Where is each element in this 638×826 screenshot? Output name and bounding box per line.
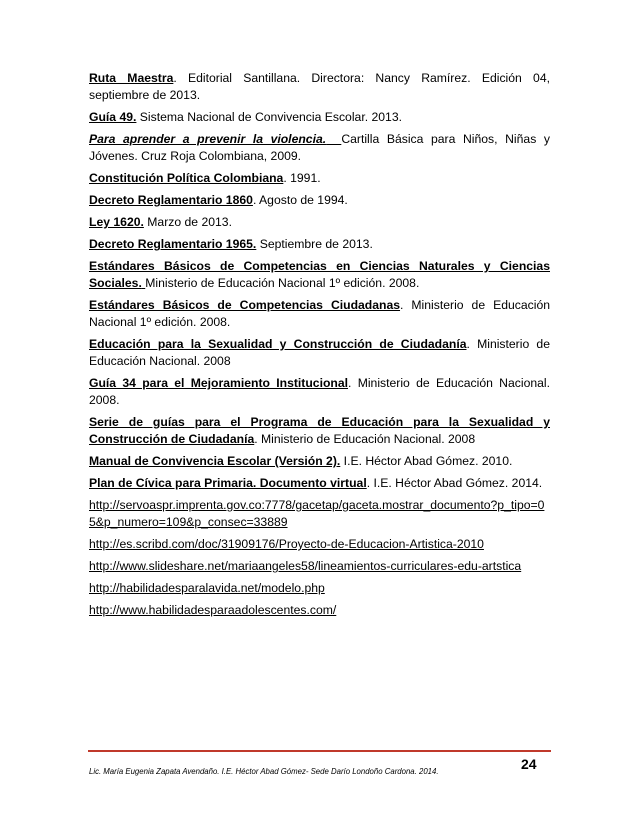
reference-details: Marzo de 2013.: [143, 215, 232, 229]
reference-link[interactable]: http://habilidadesparalavida.net/modelo.php: [89, 581, 325, 595]
reference-title: Estándares Básicos de Competencias en Ciencias Naturales y Ciencias Sociales.: [89, 259, 550, 290]
footer-divider: [88, 750, 551, 752]
reference-item: [89, 414, 550, 448]
reference-item: [89, 192, 550, 209]
reference-title: Ruta Maestra: [89, 71, 174, 85]
reference-item: [89, 109, 550, 126]
reference-item: [89, 297, 550, 331]
reference-title: Manual de Convivencia Escolar (Versión 2).: [89, 454, 341, 468]
reference-title: Estándares Básicos de Competencias Ciudadanas: [89, 298, 401, 312]
reference-link-item: [89, 497, 550, 531]
reference-item: [89, 70, 550, 104]
reference-link[interactable]: http://es.scribd.com/doc/31909176/Proyecto-de-Educacion-Artistica-2010: [89, 537, 484, 551]
reference-link[interactable]: http://www.habilidadesparaadolescentes.com/: [89, 603, 337, 617]
reference-gap: [326, 132, 341, 146]
reference-item: [89, 336, 550, 370]
reference-item: [89, 453, 550, 470]
reference-item: [89, 258, 550, 292]
reference-item: [89, 214, 550, 231]
reference-link[interactable]: http://www.slideshare.net/mariaangeles58/lineamientos-curriculares-edu-artstica: [89, 559, 522, 573]
reference-item: [89, 131, 550, 165]
footer-credit: Lic. María Eugenia Zapata Avendaño. I.E. Héctor Abad Gómez- Sede Darío Londoño Cardona. 2014.: [89, 767, 439, 776]
reference-title: Guía 49.: [89, 110, 137, 124]
reference-details: . I.E. Héctor Abad Gómez. 2014.: [366, 476, 543, 490]
reference-list: [89, 70, 550, 624]
reference-item: [89, 475, 550, 492]
reference-details: . Ministerio de Educación Nacional. 2008.: [89, 376, 550, 407]
reference-title: Ley 1620.: [89, 215, 144, 229]
reference-title: Decreto Reglamentario 1965.: [89, 237, 257, 251]
reference-details: . 1991.: [283, 171, 321, 185]
reference-details: Cartilla Básica para Niños, Niñas y Jóvenes. Cruz Roja Colombiana, 2009.: [89, 132, 550, 163]
reference-details: . Ministerio de Educación Nacional 1º edición. 2008.: [89, 298, 551, 329]
reference-link-item: [89, 580, 550, 597]
page-number: 24: [521, 756, 537, 772]
reference-details: I.E. Héctor Abad Gómez. 2010.: [340, 454, 513, 468]
reference-link-item: [89, 536, 550, 553]
reference-link-item: [89, 602, 550, 619]
reference-title: Guía 34 para el Mejoramiento Institucional: [89, 376, 349, 390]
reference-link[interactable]: http://servoaspr.imprenta.gov.co:7778/gacetap/gaceta.mostrar_documento?p_tipo=05&p_numero=109&p_consec=33889: [89, 498, 545, 529]
reference-title: Para aprender a prevenir la violencia.: [89, 132, 327, 146]
reference-title: Educación para la Sexualidad y Construcción de Ciudadanía: [89, 337, 467, 351]
reference-link-item: [89, 558, 550, 575]
reference-details: . Ministerio de Educación Nacional. 2008: [89, 337, 550, 368]
reference-details: . Agosto de 1994.: [252, 193, 348, 207]
reference-details: Sistema Nacional de Convivencia Escolar. 2013.: [136, 110, 402, 124]
reference-title: Serie de guías para el Programa de Educación para la Sexualidad y Construcción de Ciudadanía: [89, 415, 550, 446]
reference-details: Septiembre de 2013.: [256, 237, 373, 251]
reference-details: Ministerio de Educación Nacional 1º edición. 2008.: [145, 276, 420, 290]
reference-details: . Ministerio de Educación Nacional. 2008: [254, 432, 476, 446]
reference-item: [89, 375, 550, 409]
reference-item: [89, 170, 550, 187]
reference-title: Constitución Política Colombiana: [89, 171, 284, 185]
reference-title: Plan de Cívica para Primaria. Documento virtual: [89, 476, 367, 490]
reference-title: Decreto Reglamentario 1860: [89, 193, 253, 207]
reference-details: . Editorial Santillana. Directora: Nancy Ramírez. Edición 04, septiembre de 2013.: [89, 71, 550, 102]
reference-item: [89, 236, 550, 253]
